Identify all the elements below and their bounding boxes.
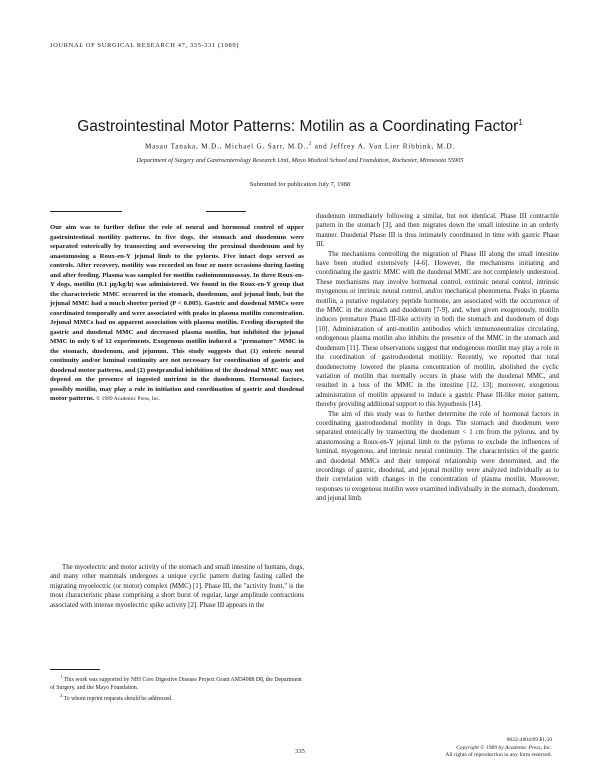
authors-text-2: and Jeffrey A. Van Lier Ribbink, M.D. bbox=[312, 142, 456, 151]
journal-header: JOURNAL OF SURGICAL RESEARCH 47, 335-331 (1989) bbox=[50, 42, 239, 49]
footnote-rule bbox=[50, 669, 100, 670]
imprint-line: All rights of reproduction in any form reserved. bbox=[445, 752, 552, 758]
authors-line bbox=[0, 142, 600, 150]
article-title bbox=[0, 118, 600, 136]
footnote-mark: 1 bbox=[60, 674, 63, 679]
imprint-line: 0022-4804/89 $1.50 bbox=[506, 737, 552, 743]
publisher-imprint bbox=[445, 737, 552, 760]
intro-paragraph-3: The aim of this study was to further determine the role of hormonal factors in coordinating gastroduodenal motility in dogs. The stomach and duodenum were separated enterically by transecting the duodenum < 1 cm from the pylorus, and by anastomosing a Roux-en-Y jejunal limb to the pylorus to exclude the influences of luminal, myogenous, and intrinsic neural continuity. The characteristics of the gastric and duodenal MMCs and their temporal relationship were determined, and the recordings of gastric, duodenal, and jejunal motility were analyzed individually as to their correlation with changes in the concentration of plasma motilin. Moreover, responses to exogenous motilin were examined individually in the stomach, duodenum, and jejunal limb. bbox=[316, 410, 559, 503]
submission-date: Submitted for publication July 7, 1988 bbox=[249, 181, 351, 188]
footnotes bbox=[50, 673, 304, 703]
intro-paragraph-continued: duodenum immediately following a similar, but not identical, Phase III contractile pattern in the stomach [3], and then migrates down the small intestine in an orderly manner. Duodenal Phase III is thus intimately coordinated in time with gastric Phase III. bbox=[316, 213, 559, 249]
abstract-copyright: © 1989 Academic Press, Inc. bbox=[96, 396, 161, 402]
imprint-line: Copyright © 1989 by Academic Press, Inc. bbox=[456, 744, 552, 751]
footnote-1 bbox=[50, 673, 304, 692]
footnote-text: To whom reprint requests should be addressed. bbox=[63, 695, 173, 702]
right-column bbox=[316, 212, 559, 504]
authors-text: Masao Tanaka, M.D., Michael G. Sarr, M.D., bbox=[144, 142, 309, 151]
abstract-rule-right bbox=[206, 211, 246, 212]
intro-paragraph-2: The mechanisms controlling the migration of Phase III along the small intestine have been studied extensively [4-6]. However, the mechanisms initiating and coordinating the gastric MMC with the duodenal MMC are not completely understood. These mechanisms may involve hormonal control, extrinsic neural control, intrinsic myogenous or intrinsic neural control, and/or mechanical phenomena. Peaks in plasma motilin, a putative regulatory peptide hormone, are associated with the occurrence of the MMC in the stomach and duodenum [7-9], and, when given exogenously, motilin induces premature Phase III-like activity in both the stomach and duodenum of dogs [10]. Administration of anti-motilin antibodies which immunoneutralize circulating, endogenous plasma motilin also inhibits the presence of the MMC in the stomach and duodenum [11]. These observations suggest that endogenous motilin may play a role in the coordination of gastroduodenal motility. Recently, we reported that total duodenectomy lowered the plasma concentration of motilin, abolished the cyclic variation of motilin that normally occurs in phase with the duodenal MMC, and resulted in a loss of the MMC in the intestine [12, 13]; moreover, exogenous administration of motilin appeared to induce a gastric Phase III-like motor pattern, thereby providing additional support to this hypothesis [14]. bbox=[316, 250, 559, 409]
title-footnote-mark: 1 bbox=[518, 118, 523, 127]
affiliation: Department of Surgery and Gastroenterology Research Unit, Mayo Medical School and Foundation, Rochester, Minnesota 55905 bbox=[136, 157, 464, 164]
abstract-text: Our aim was to further define the role of neural and hormonal control of upper gastrointestinal motility patterns. In five dogs, the stomach and duodenum were separated enterically by transecting and oversewing the proximal duodenum and by anastomosing a Roux-en-Y jejunal limb to the pylorus. Five intact dogs served as controls. After recovery, motility was recorded on four or more occasions during fasting and after feeding. Plasma was sampled for motilin radioimmunoassay. In three Roux-en-Y dogs, motilin (0.1 μg/kg/h) was administered. We found in the Roux-en-Y group that the characteristic MMC occurred in the stomach, duodenum, and jejunal limb, but the jejunal MMC had a much shorter period (P < 0.005). Gastric and duodenal MMCs were coordinated temporally and were associated with peaks in plasma motilin concentration. Jejunal MMCs had no apparent association with plasma motilin. Feeding disrupted the gastric and duodenal MMC and decreased plasma motilin, but inhibited the jejunal MMC in only 6 of 12 experiments. Exogenous motilin induced a "premature" MMC in the stomach, duodenum, and jejunum. This study suggests that (1) enteric neural continuity and/or luminal continuity are not necessary for coordination of gastric and duodenal motor patterns, and (2) postprandial inhibition of the duodenal MMC may not depend on the presence of ingested nutrient in the duodenum. Hormonal factors, possibly motilin, may play a role in initiation and coordination of gastric and duodenal motor patterns. bbox=[50, 224, 304, 402]
abstract bbox=[50, 223, 304, 405]
title-text: Gastrointestinal Motor Patterns: Motilin as a Coordinating Factor bbox=[77, 118, 519, 136]
footnote-mark: 2 bbox=[60, 692, 63, 698]
abstract-rule-left bbox=[50, 211, 122, 212]
intro-paragraph-1: The myoelectric and motor activity of the stomach and small intestine of humans, dogs, and many other mammals undergoes a unique cyclic pattern during fasting called the migrating myoelectric (or motor) complex (MMC) [1]. Phase III, the "activity front," is the most characteristic phase comprising a short burst of regular, large amplitude contractions associated with intense myoelectric spike activity [2]. Phase III appears in the bbox=[50, 564, 304, 609]
footnote-2 bbox=[50, 692, 304, 703]
footnote-text: This work was supported by NIH Core Digestive Disease Project Grant AM34988 D8, the Department of Surgery, and the Mayo Foundation. bbox=[50, 676, 302, 691]
author-footnote-mark: 2 bbox=[308, 142, 313, 147]
page-number: 335 bbox=[295, 748, 305, 755]
